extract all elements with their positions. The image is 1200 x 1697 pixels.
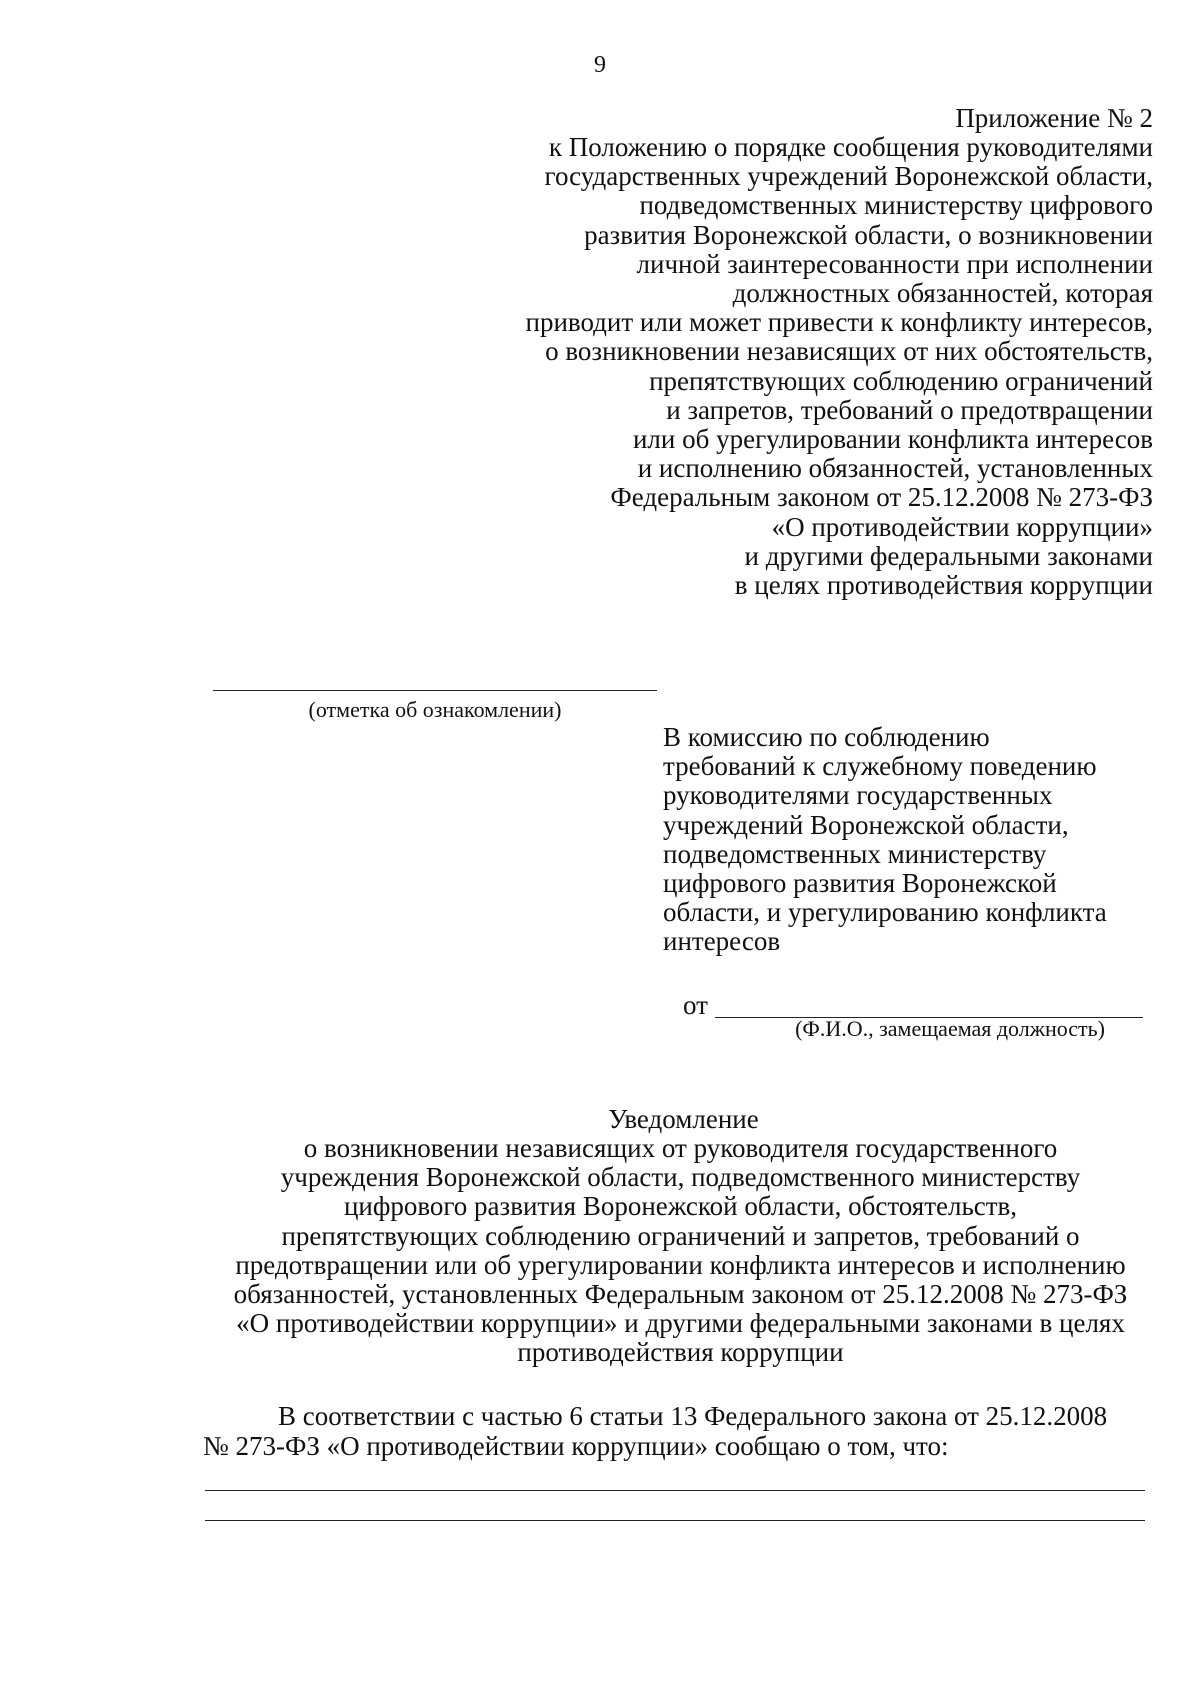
notice-title: Уведомление (608, 1104, 759, 1134)
appendix-line: развития Воронежской области, о возникновении (584, 219, 1153, 250)
addressee-line: цифрового развития Воронежской (663, 868, 1057, 899)
from-label: от (683, 990, 708, 1020)
appendix-reference (433, 133, 1153, 600)
addressee-line: В комиссию по соблюдению (663, 722, 990, 752)
fill-in-line[interactable] (205, 1520, 1145, 1521)
page-number: 9 (594, 52, 606, 78)
appendix-line: подведомственных министерству цифрового (639, 190, 1153, 221)
notice-line: препятствующих соблюдению ограничений и запретов, требований о (281, 1220, 1080, 1251)
appendix-title: Приложение № 2 (955, 103, 1153, 133)
notice-line: обязанностей, установленных Федеральным законом от 25.12.2008 № 273-ФЗ (233, 1279, 1128, 1310)
appendix-line: личной заинтересованности при исполнении (636, 248, 1153, 279)
appendix-line: и другими федеральными законами (744, 540, 1153, 571)
notice-line: учреждения Воронежской области, подведомственного министерству (280, 1162, 1081, 1193)
appendix-line: государственных учреждений Воронежской области, (544, 161, 1153, 192)
notice-line: предотвращении или об урегулировании конфликта интересов и исполнению (235, 1249, 1126, 1280)
statement-paragraph (203, 1402, 1158, 1461)
addressee-block (663, 723, 1163, 957)
appendix-line: или об урегулировании конфликта интересов (632, 424, 1153, 455)
notice-line: цифрового развития Воронежской области, обстоятельств, (343, 1191, 1018, 1222)
fill-in-line[interactable] (205, 1490, 1145, 1491)
notice-line: «О противодействии коррупции» и другими федеральными законами в целях (236, 1308, 1125, 1339)
acknowledgement-signature-line[interactable] (213, 690, 657, 691)
appendix-line: и исполнению обязанностей, установленных (637, 453, 1153, 484)
appendix-line: приводит или может привести к конфликту интересов, (525, 307, 1153, 338)
appendix-line: «О противодействии коррупции» (771, 511, 1153, 542)
addressee-line: подведомственных министерству (663, 838, 1047, 869)
acknowledgement-caption: (отметка об ознакомлении) (308, 697, 562, 722)
statement-line: № 273-ФЗ «О противодействии коррупции» сообщаю о том, что: (203, 1430, 949, 1461)
addressee-line: требований к служебному поведению (663, 751, 1097, 782)
appendix-line: и запретов, требований о предотвращении (666, 394, 1153, 425)
addressee-line: интересов (663, 926, 781, 957)
notice-subject (203, 1134, 1158, 1368)
appendix-line: Федеральным законом от 25.12.2008 № 273-ФЗ (610, 482, 1153, 513)
appendix-line: должностных обязанностей, которая (732, 278, 1153, 309)
appendix-line: препятствующих соблюдению ограничений (649, 365, 1153, 396)
addressee-line: учреждений Воронежской области, (663, 809, 1069, 840)
appendix-line: в целях противодействия коррупции (734, 570, 1153, 601)
appendix-line: к Положению о порядке сообщения руководителями (548, 132, 1153, 162)
addressee-line: руководителями государственных (663, 780, 1053, 811)
fio-caption: (Ф.И.О., замещаемая должность) (795, 1016, 1105, 1041)
addressee-line: области, и урегулированию конфликта (663, 897, 1107, 928)
notice-line: противодействия коррупции (517, 1337, 844, 1368)
appendix-line: о возникновении независящих от них обстоятельств, (545, 336, 1153, 367)
statement-line: В соответствии с частью 6 статьи 13 Федерального закона от 25.12.2008 (278, 1401, 1108, 1431)
notice-line: о возникновении независящих от руководителя государственного (303, 1133, 1058, 1163)
